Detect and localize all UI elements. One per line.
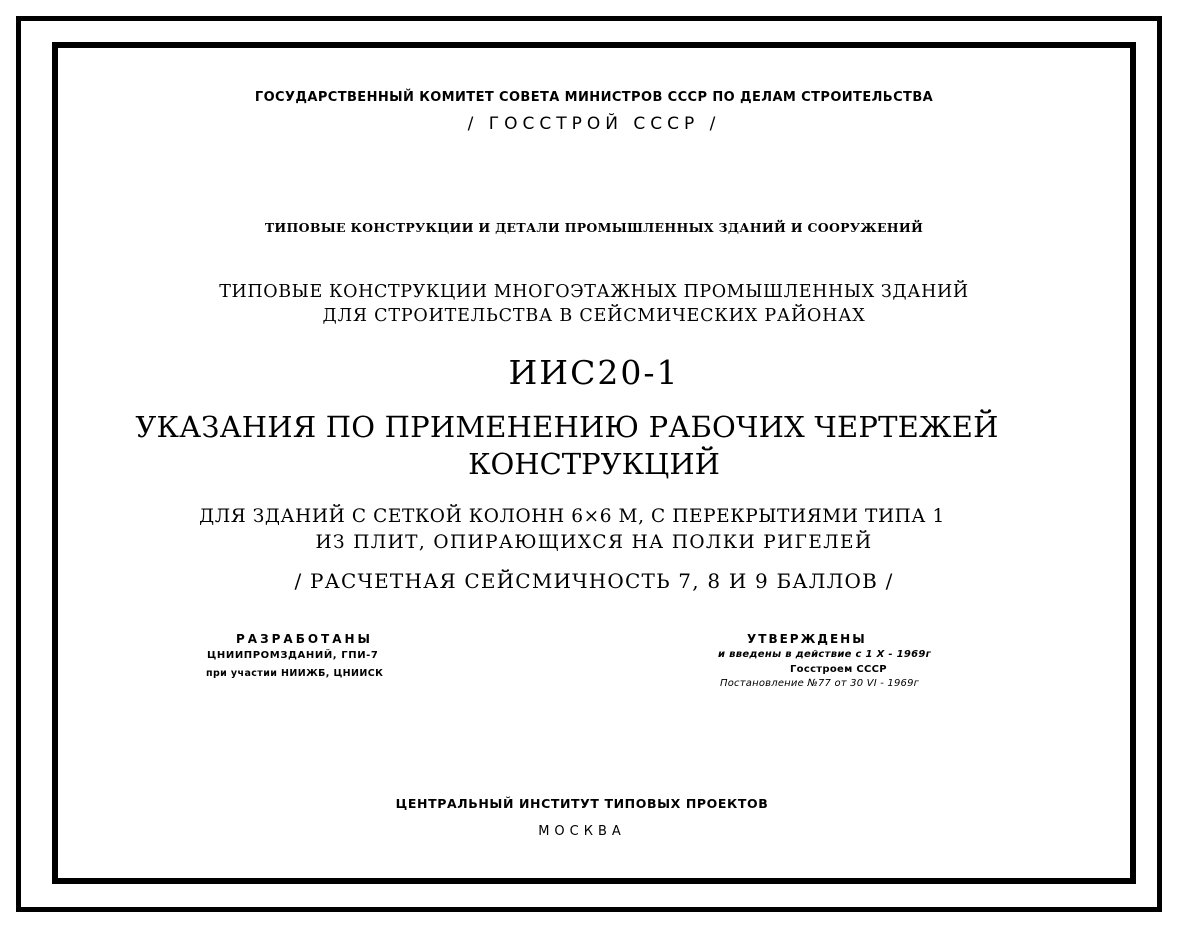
gosstroy-heading: / ГОССТРОЙ СССР / xyxy=(467,114,721,134)
approved-line-3: Постановление №77 от 30 VI - 1969г xyxy=(720,678,920,689)
scope-line-1: ДЛЯ ЗДАНИЙ С СЕТКОЙ КОЛОНН 6×6 М, С ПЕРЕКРЫТИЯМИ ТИПА 1 xyxy=(199,506,945,527)
developed-heading: РАЗРАБОТАНЫ xyxy=(236,632,373,646)
series-title: ТИПОВЫЕ КОНСТРУКЦИИ И ДЕТАЛИ ПРОМЫШЛЕННЫХ ЗДАНИЙ И СООРУЖЕНИЙ xyxy=(264,220,924,235)
instructions-line-2: КОНСТРУКЦИЙ xyxy=(468,447,720,481)
approved-line-1: и введены в действие с 1 X - 1969г xyxy=(718,649,932,660)
main-title-line-1: ТИПОВЫЕ КОНСТРУКЦИИ МНОГОЭТАЖНЫХ ПРОМЫШЛЕННЫХ ЗДАНИЙ xyxy=(219,282,969,302)
main-title-line-2: ДЛЯ СТРОИТЕЛЬСТВА В СЕЙСМИЧЕСКИХ РАЙОНАХ xyxy=(322,306,866,326)
approved-line-2: Госстроем СССР xyxy=(790,664,887,675)
committee-heading: ГОСУДАРСТВЕННЫЙ КОМИТЕТ СОВЕТА МИНИСТРОВ СССР ПО ДЕЛАМ СТРОИТЕЛЬСТВА xyxy=(254,90,934,105)
scope-line-3: / РАСЧЕТНАЯ СЕЙСМИЧНОСТЬ 7, 8 И 9 БАЛЛОВ / xyxy=(294,569,894,593)
document-code: ИИС20-1 xyxy=(508,353,680,392)
footer-city: МОСКВА xyxy=(538,824,626,839)
approved-heading: УТВЕРЖДЕНЫ xyxy=(747,632,867,646)
footer-institute: ЦЕНТРАЛЬНЫЙ ИНСТИТУТ ТИПОВЫХ ПРОЕКТОВ xyxy=(395,796,769,811)
scope-line-2: ИЗ ПЛИТ, ОПИРАЮЩИХСЯ НА ПОЛКИ РИГЕЛЕЙ xyxy=(315,532,873,553)
instructions-line-1: УКАЗАНИЯ ПО ПРИМЕНЕНИЮ РАБОЧИХ ЧЕРТЕЖЕЙ xyxy=(135,410,999,444)
developed-participation: при участии НИИЖБ, ЦНИИСК xyxy=(206,668,384,679)
developed-org: ЦНИИПРОМЗДАНИЙ, ГПИ-7 xyxy=(207,650,379,661)
